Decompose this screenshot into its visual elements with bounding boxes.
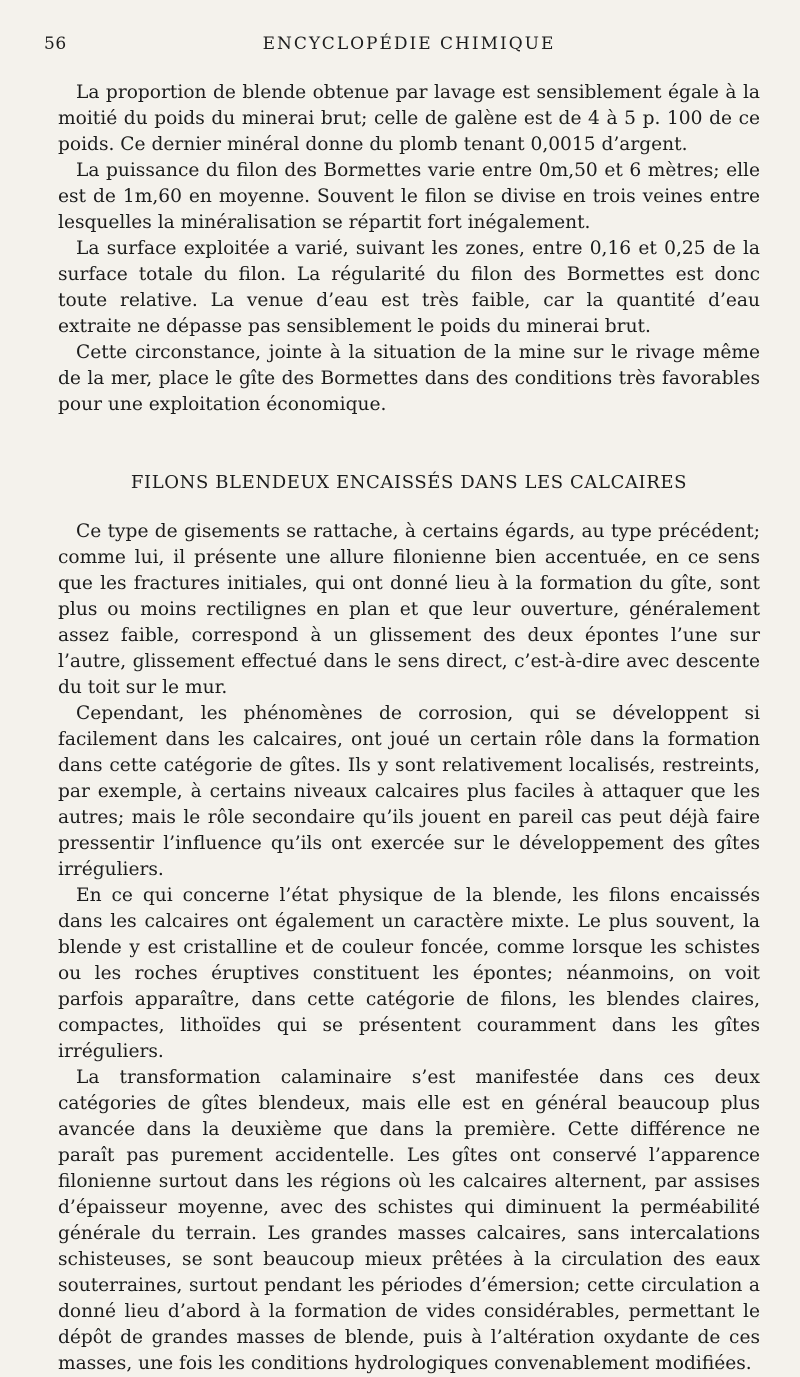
paragraph-corrosion: Cependant, les phénomènes de corrosion, qui se développent si facilement dans les calcaires, ont joué un certain rôle dans la formation dans cette catégorie de gîtes. Ils y sont relativement localisés, restreints, par exemple, à certains niveaux calcaires plus faciles à attaquer que les autres; mais le rôle secondaire qu’ils jouent en pareil cas peut déjà faire pressentir l’influence qu’ils ont exercée sur le développement des gîtes irréguliers. bbox=[58, 703, 760, 880]
paragraph-etat-physique: En ce qui concerne l’état physique de la blende, les filons encaissés dans les calcaires ont également un caractère mixte. Le plus souvent, la blende y est cristalline et de couleur foncée, comme lorsque les schistes ou les roches éruptives constituent les épontes; néanmoins, on voit parfois apparaître, dans cette catégorie de filons, les blendes claires, compactes, lithoïdes qui se présentent couramment dans les gîtes irréguliers. bbox=[58, 885, 760, 1062]
running-head bbox=[44, 34, 760, 60]
page-number: 56 bbox=[44, 34, 67, 54]
paragraph-circonstance: Cette circonstance, jointe à la situation de la mine sur le rivage même de la mer, place le gîte des Bormettes dans des conditions très favorables pour une exploitation économique. bbox=[58, 342, 760, 415]
paragraph-type-gisements: Ce type de gisements se rattache, à certains égards, au type précédent; comme lui, il présente une allure filonienne bien accentuée, en ce sens que les fractures initiales, qui ont donné lieu à la formation du gîte, sont plus ou moins rectilignes en plan et que leur ouverture, généralement assez faible, correspond à un glissement des deux épontes l’une sur l’autre, glissement effectué dans le sens direct, c’est-à-dire avec descente du toit sur le mur. bbox=[58, 521, 760, 698]
paragraph-blende-proportion: La proportion de blende obtenue par lavage est sensiblement égale à la moitié du poids du minerai brut; celle de galène est de 4 à 5 p. 100 de ce poids. Ce dernier minéral donne du plomb tenant 0,0015 d’argent. bbox=[58, 82, 760, 155]
section-heading: FILONS BLENDEUX ENCAISSÉS DANS LES CALCAIRES bbox=[130, 472, 688, 493]
paragraph-filon-puissance: La puissance du filon des Bormettes varie entre 0m,50 et 6 mètres; elle est de 1m,60 en moyenne. Souvent le filon se divise en trois veines entre lesquelles la minéralisation se répartit fort inégalement. bbox=[58, 160, 760, 233]
paragraph-transformation-calaminaire: La transformation calaminaire s’est manifestée dans ces deux catégories de gîtes blendeux, mais elle est en général beaucoup plus avancée dans la deuxième que dans la première. Cette différence ne paraît pas purement accidentelle. Les gîtes ont conservé l’apparence filonienne surtout dans les régions où les calcaires alternent, par assises d’épaisseur moyenne, avec des schistes qui diminuent la perméabilité générale du terrain. Les grandes masses calcaires, sans intercalations schisteuses, se sont beaucoup mieux prêtées à la circulation des eaux souterraines, surtout pendant les périodes d’émersion; cette circulation a donné lieu d’abord à la formation de vides considérables, permettant le dépôt de grandes masses de blende, puis à l’altération oxydante de ces masses, une fois les conditions hydrologiques convenablement modifiées. bbox=[58, 1067, 760, 1374]
paragraph-surface-exploitee: La surface exploitée a varié, suivant les zones, entre 0,16 et 0,25 de la surface totale du filon. La régularité du filon des Bormettes est donc toute relative. La venue d’eau est très faible, car la quantité d’eau extraite ne dépasse pas sensiblement le poids du minerai brut. bbox=[58, 238, 760, 337]
running-title: ENCYCLOPÉDIE CHIMIQUE bbox=[262, 34, 556, 54]
